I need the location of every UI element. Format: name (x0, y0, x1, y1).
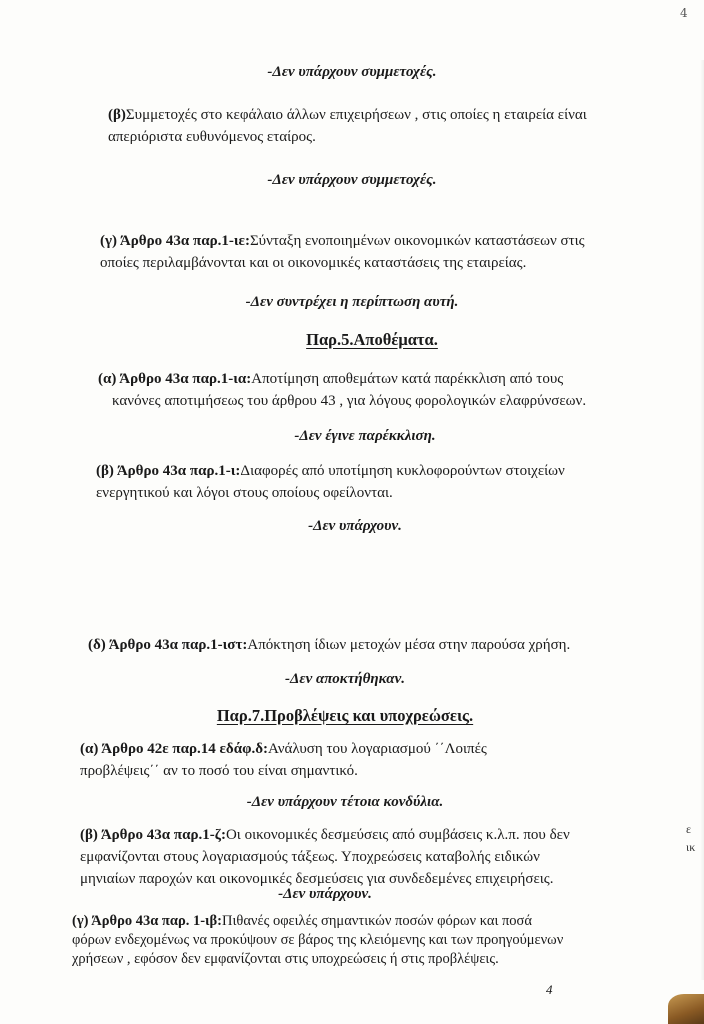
paragraph-inventory-valuation (98, 368, 678, 412)
paragraph-text-line2: ενεργητικού και λόγοι στους οποίους οφείλονται. (96, 485, 393, 501)
paragraph-current-assets-writedown (96, 460, 676, 504)
paragraph-financial-commitments (80, 824, 680, 890)
paragraph-text-line2: προβλέψεις΄΄ αν το ποσό του είναι σημαντικό. (80, 763, 358, 779)
paragraph-text-line3: μηνιαίων παροχών και οικονομικές δεσμεύσεις για συνδεδεμένες επιχειρήσεις. (80, 871, 554, 887)
paragraph-text-line2: κανόνες αποτιμήσεως του άρθρου 43 , για λόγους φορολογικών ελαφρύνσεων. (112, 393, 587, 409)
conclusion-not-applicable: -Δεν συντρέχει η περίπτωση αυτή. (245, 294, 459, 310)
paragraph-other-provisions (80, 738, 680, 782)
paragraph-ref: (δ) Άρθρο 43α παρ.1-ιστ: (88, 637, 248, 653)
paragraph-holdings-unlimited (108, 104, 668, 148)
conclusion-no-deviation: -Δεν έγινε παρέκκλιση. (294, 428, 436, 444)
paragraph-ref: (α) Άρθρο 42ε παρ.14 εδάφ.δ: (80, 741, 268, 757)
conclusion-not-acquired: -Δεν αποκτήθηκαν. (285, 671, 405, 687)
conclusion-none-1: -Δεν υπάρχουν. (308, 518, 402, 534)
paragraph-text-line2: φόρων ενδεχομένως να προκύψουν σε βάρος της κλειόμενης και των προηγούμενων (72, 932, 564, 948)
paragraph-text-line1: Σύνταξη ενοποιημένων οικονομικών καταστάσεων στις (249, 233, 585, 249)
paragraph-ref: (β) Άρθρο 43α παρ.1-ζ: (80, 827, 226, 843)
paragraph-consolidated-statements (100, 230, 670, 274)
fragment-line2: ικ (686, 840, 696, 854)
paragraph-ref: (γ) Άρθρο 43α παρ.1-ιε: (100, 233, 250, 249)
paragraph-text-line1: Διαφορές από υποτίμηση κυκλοφορούντων στοιχείων (240, 463, 565, 479)
paragraph-text-line2: οποίες περιλαμβάνονται και οι οικονομικές καταστάσεις της εταιρείας. (100, 255, 527, 271)
conclusion-no-holdings-1: -Δεν υπάρχουν συμμετοχές. (267, 64, 437, 80)
paragraph-text: Απόκτηση ίδιων μετοχών μέσα στην παρούσα χρήση. (247, 637, 571, 653)
paragraph-text-line1: Πιθανές οφειλές σημαντικών ποσών φόρων και ποσά (222, 913, 532, 929)
conclusion-none-2: -Δεν υπάρχουν. (278, 886, 372, 902)
conclusion-no-such-items: -Δεν υπάρχουν τέτοια κονδύλια. (246, 794, 444, 810)
paragraph-text-line1: Συμμετοχές στο κεφάλαιο άλλων επιχειρήσεων , στις οποίες η εταιρεία είναι (125, 107, 587, 123)
paragraph-text-line1: Αποτίμηση αποθεμάτων κατά παρέκκλιση από τους (251, 371, 564, 387)
corner-mark: 4 (680, 6, 688, 20)
page-edge-stain (668, 994, 704, 1024)
paragraph-text-line2: απεριόριστα ευθυνόμενος εταίρος. (108, 129, 316, 145)
paragraph-text-line1: Οι οικονομικές δεσμεύσεις από συμβάσεις κ.λ.π. που δεν (225, 827, 570, 843)
paragraph-text-line2: εμφανίζονται στους λογαριασμούς τάξεως. Υποχρεώσεις καταβολής ειδικών (80, 849, 540, 865)
section-heading-provisions: Παρ.7.Προβλέψεις και υποχρεώσεις. (216, 706, 474, 725)
section-heading-inventories: Παρ.5.Αποθέματα. (306, 330, 438, 349)
paragraph-ref: (γ) Άρθρο 43α παρ. 1-ιβ: (72, 913, 223, 929)
paragraph-text-line1: Ανάλυση του λογαριασμού ΄΄Λοιπές (267, 741, 487, 757)
fragment-line1: ε (686, 822, 692, 836)
paragraph-tax-liabilities (72, 912, 682, 969)
conclusion-no-holdings-2: -Δεν υπάρχουν συμμετοχές. (267, 172, 437, 188)
paragraph-ref: (β) (108, 107, 126, 123)
page-number: 4 (546, 982, 553, 997)
paragraph-ref: (α) Άρθρο 43α παρ.1-ια: (98, 371, 252, 387)
paragraph-ref: (β) Άρθρο 43α παρ.1-ι: (96, 463, 241, 479)
adjacent-page-fragment (686, 820, 695, 856)
paragraph-own-shares (88, 634, 688, 656)
paragraph-text-line3: χρήσεων , εφόσον δεν εμφανίζονται στις υποχρεώσεις ή στις προβλέψεις. (72, 951, 499, 967)
